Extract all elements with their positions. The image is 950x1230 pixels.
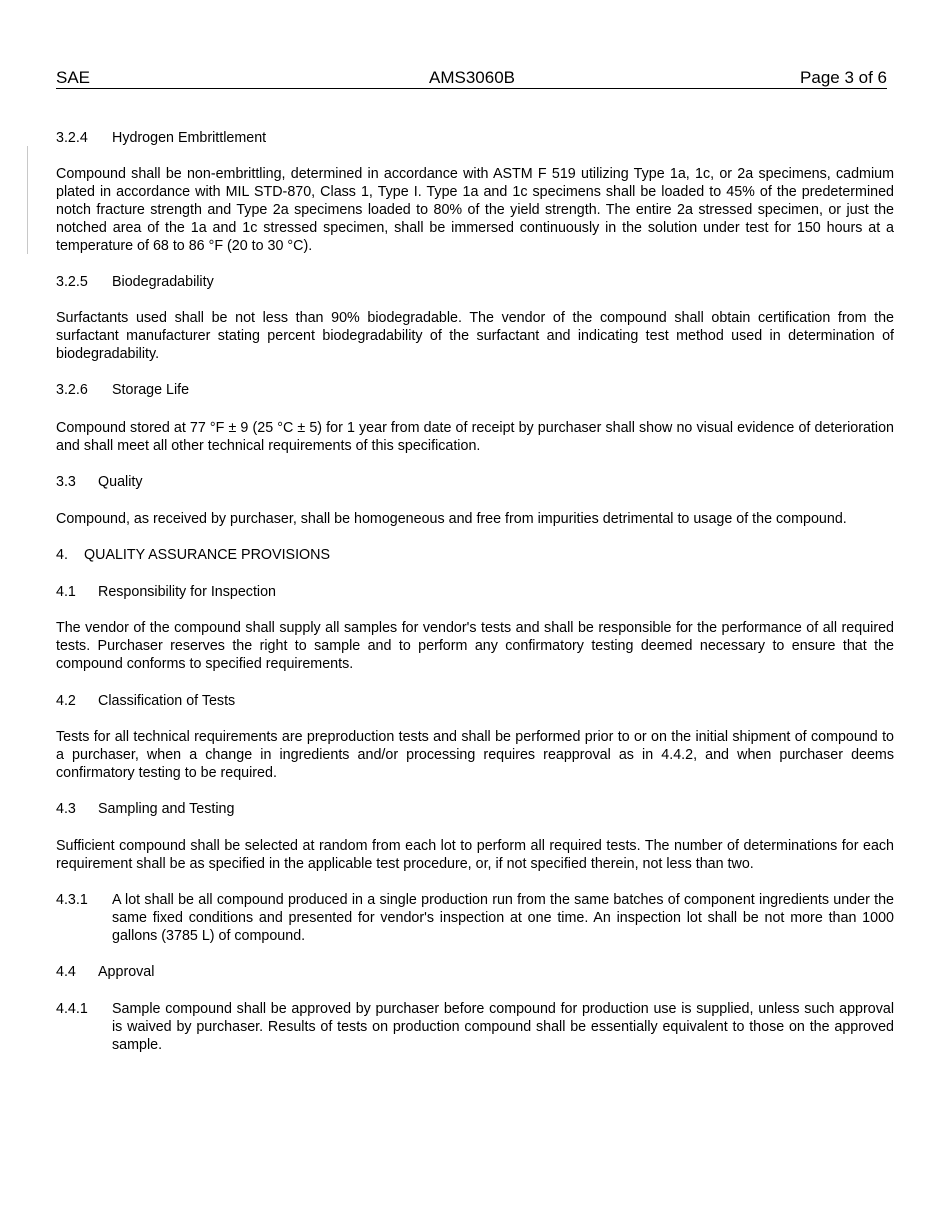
section-title: QUALITY ASSURANCE PROVISIONS <box>84 547 331 563</box>
paragraph-text: Sample compound shall be approved by purchaser before compound for production use is supplied, unless such approval is waived by purchaser. Results of tests on production compound shall be essentially equivalent to those on the approved sample. <box>112 1001 894 1053</box>
paragraph-3-2-6: Compound stored at 77 °F ± 9 (25 °C ± 5) for 1 year from date of receipt by purchaser shall show no visual evidence of deterioration and shall meet all other technical requirements of this specification. <box>56 420 894 454</box>
paragraph-text: A lot shall be all compound produced in a single production run from the same batches of component ingredients under the same fixed conditions and presented for vendor's inspection at one time. An inspection lot shall be not more than 1000 gallons (3785 L) of compound. <box>112 892 894 944</box>
change-bar <box>27 146 28 254</box>
section-title: Biodegradability <box>112 274 214 290</box>
section-title: Approval <box>98 964 155 980</box>
paragraph-3-2-5: Surfactants used shall be not less than 90% biodegradable. The vendor of the compound shall obtain certification from the surfactant manufacturer stating percent biodegradability of the surfactant and indicating test method used in determination of biodegradability. <box>56 310 894 362</box>
document-body <box>56 129 894 1054</box>
section-number: 3.2.5 <box>56 274 88 290</box>
page-header <box>56 67 887 89</box>
heading-4-2 <box>56 692 894 710</box>
section-number: 4.4 <box>56 964 76 980</box>
heading-4 <box>56 546 894 564</box>
heading-3-2-4 <box>56 129 894 147</box>
heading-3-2-6 <box>56 381 894 399</box>
paragraph-4-2: Tests for all technical requirements are preproduction tests and shall be performed prior to or on the initial shipment of compound to a purchaser, when a change in ingredients and/or processing requires reapproval as in 4.4.2, and when purchaser deems confirmatory testing to be required. <box>56 729 894 781</box>
paragraph-4-3-1 <box>56 891 894 945</box>
section-title: Classification of Tests <box>98 693 236 709</box>
section-number: 4.1 <box>56 584 76 600</box>
paragraph-3-2-4: Compound shall be non-embrittling, determined in accordance with ASTM F 519 utilizing Type 1a, 1c, or 2a specimens, cadmium plated in accordance with MIL STD-870, Class 1, Type I. Type 1a and 1c specimens shall be loaded to 45% of the predetermined notch fracture strength and Type 2a specimens loaded to 80% of the yield strength. The entire 2a stressed specimen, or just the notched area of the 1a and 1c stressed specimen, shall be immersed continuously in the solution under test for 150 hours at a temperature of 68 to 86 °F (20 to 30 °C). <box>56 166 894 254</box>
heading-3-2-5 <box>56 273 894 291</box>
section-title: Sampling and Testing <box>98 801 235 817</box>
paragraph-3-3: Compound, as received by purchaser, shall be homogeneous and free from impurities detrimental to usage of the compound. <box>56 511 847 527</box>
paragraph-4-3: Sufficient compound shall be selected at random from each lot to perform all required tests. The number of determinations for each requirement shall be as specified in the applicable test procedure, or, if not specified therein, not less than two. <box>56 838 894 872</box>
section-number: 4.2 <box>56 693 76 709</box>
section-number: 4.3 <box>56 801 76 817</box>
header-doc-number: AMS3060B <box>429 68 515 87</box>
header-page-number: Page 3 of 6 <box>800 68 887 87</box>
paragraph-4-1: The vendor of the compound shall supply all samples for vendor's tests and shall be responsible for the performance of all required tests. Purchaser reserves the right to sample and to perform any confirmatory testing deemed necessary to ensure that the compound conforms to specified requirements. <box>56 620 894 672</box>
section-number: 4.4.1 <box>56 1001 88 1017</box>
section-number: 4. <box>56 547 68 563</box>
heading-4-1 <box>56 583 894 601</box>
section-title: Hydrogen Embrittlement <box>112 130 267 146</box>
section-title: Responsibility for Inspection <box>98 584 277 600</box>
header-org: SAE <box>56 68 91 87</box>
heading-4-4 <box>56 963 894 981</box>
heading-3-3 <box>56 473 894 491</box>
section-number: 3.2.6 <box>56 382 88 398</box>
section-number: 3.2.4 <box>56 130 88 146</box>
paragraph-4-4-1 <box>56 1000 894 1054</box>
section-number: 3.3 <box>56 474 76 490</box>
section-title: Storage Life <box>112 382 190 398</box>
section-title: Quality <box>98 474 143 490</box>
heading-4-3 <box>56 800 894 818</box>
section-number: 4.3.1 <box>56 892 88 908</box>
